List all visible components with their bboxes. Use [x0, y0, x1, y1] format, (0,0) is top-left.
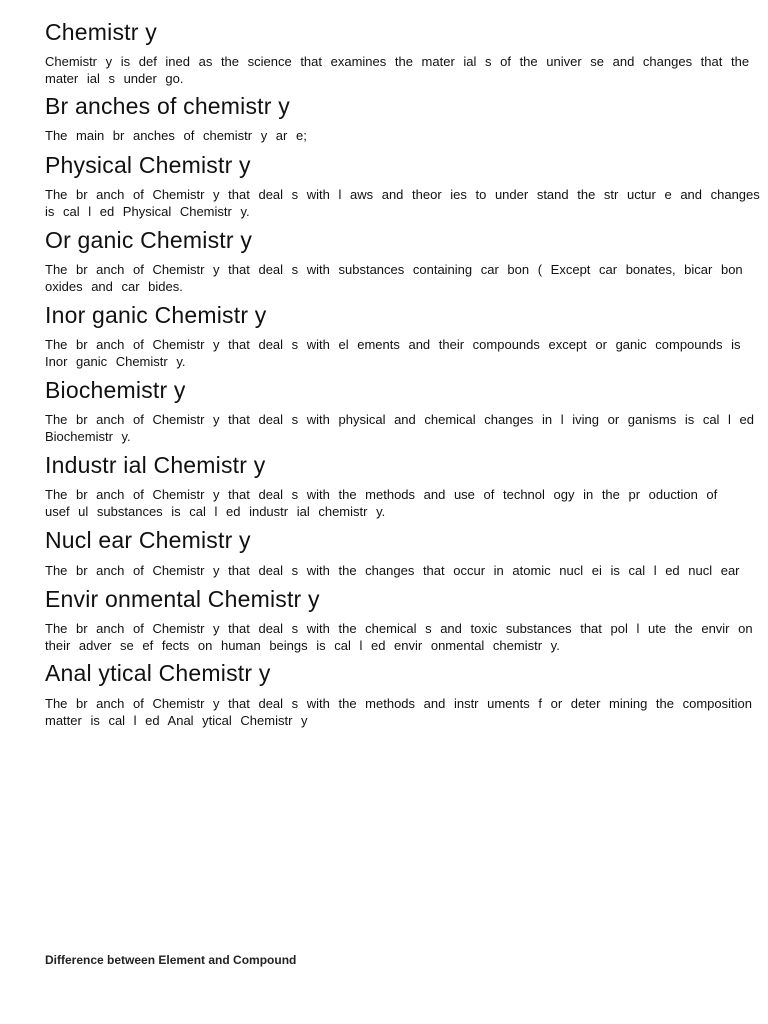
section-heading-analytical: Anal ytical Chemistr y — [45, 660, 271, 686]
body-line: usef ul substances is cal l ed industr ial chemistr y. — [45, 504, 386, 519]
body-line: is cal l ed Physical Chemistr y. — [45, 204, 250, 219]
section-body-analytical — [45, 695, 752, 729]
body-line: their adver se ef fects on human beings is cal l ed envir onmental chemistr y. — [45, 638, 560, 653]
section-heading-chemistry: Chemistr y — [45, 19, 157, 45]
body-line: oxides and car bides. — [45, 279, 183, 294]
body-line: The main br anches of chemistr y ar e; — [45, 128, 307, 143]
body-line: The br anch of Chemistr y that deal s with physical and chemical changes in l iving or ganisms is cal l ed — [45, 412, 755, 427]
section-body-chemistry — [45, 53, 749, 87]
body-line: The br anch of Chemistr y that deal s with el ements and their compounds except or ganic compounds is — [45, 337, 741, 352]
body-line: The br anch of Chemistr y that deal s with the changes that occur in atomic nucl ei is cal l ed nucl ear — [45, 563, 740, 578]
section-body-nuclear — [45, 562, 740, 579]
section-heading-organic: Or ganic Chemistr y — [45, 227, 253, 253]
section-body-inorganic — [45, 336, 740, 370]
body-line: The br anch of Chemistr y that deal s with the chemical s and toxic substances that pol l ute the envir on — [45, 621, 753, 636]
section-body-biochemistry — [45, 411, 754, 445]
section-heading-nuclear: Nucl ear Chemistr y — [45, 527, 251, 553]
body-line: Inor ganic Chemistr y. — [45, 354, 186, 369]
body-line: mater ial s under go. — [45, 71, 184, 86]
section-body-branches — [45, 127, 307, 144]
section-heading-branches: Br anches of chemistr y — [45, 93, 290, 119]
section-body-environmental — [45, 620, 753, 654]
section-heading-environmental: Envir onmental Chemistr y — [45, 586, 320, 612]
section-body-industrial — [45, 486, 717, 520]
body-line: Chemistr y is def ined as the science that examines the mater ial s of the univer se and changes that the — [45, 54, 750, 69]
body-line: The br anch of Chemistr y that deal s with the methods and use of technol ogy in the pr oduction of — [45, 487, 718, 502]
section-heading-inorganic: Inor ganic Chemistr y — [45, 302, 267, 328]
section-heading-industrial: Industr ial Chemistr y — [45, 452, 266, 478]
section-body-physical — [45, 186, 760, 220]
section-heading-physical: Physical Chemistr y — [45, 152, 251, 178]
body-line: The br anch of Chemistr y that deal s with substances containing car bon ( Except car bonates, bicar bon — [45, 262, 743, 277]
section-body-organic — [45, 261, 743, 295]
body-line: The br anch of Chemistr y that deal s with l aws and theor ies to under stand the str uctur e and changes — [45, 187, 760, 202]
body-line: matter is cal l ed Anal ytical Chemistr y — [45, 713, 308, 728]
footer-heading: Difference between Element and Compound — [45, 953, 297, 967]
body-line: The br anch of Chemistr y that deal s with the methods and instr uments f or deter mining the composition — [45, 696, 752, 711]
section-heading-biochemistry: Biochemistr y — [45, 377, 186, 403]
body-line: Biochemistr y. — [45, 429, 131, 444]
